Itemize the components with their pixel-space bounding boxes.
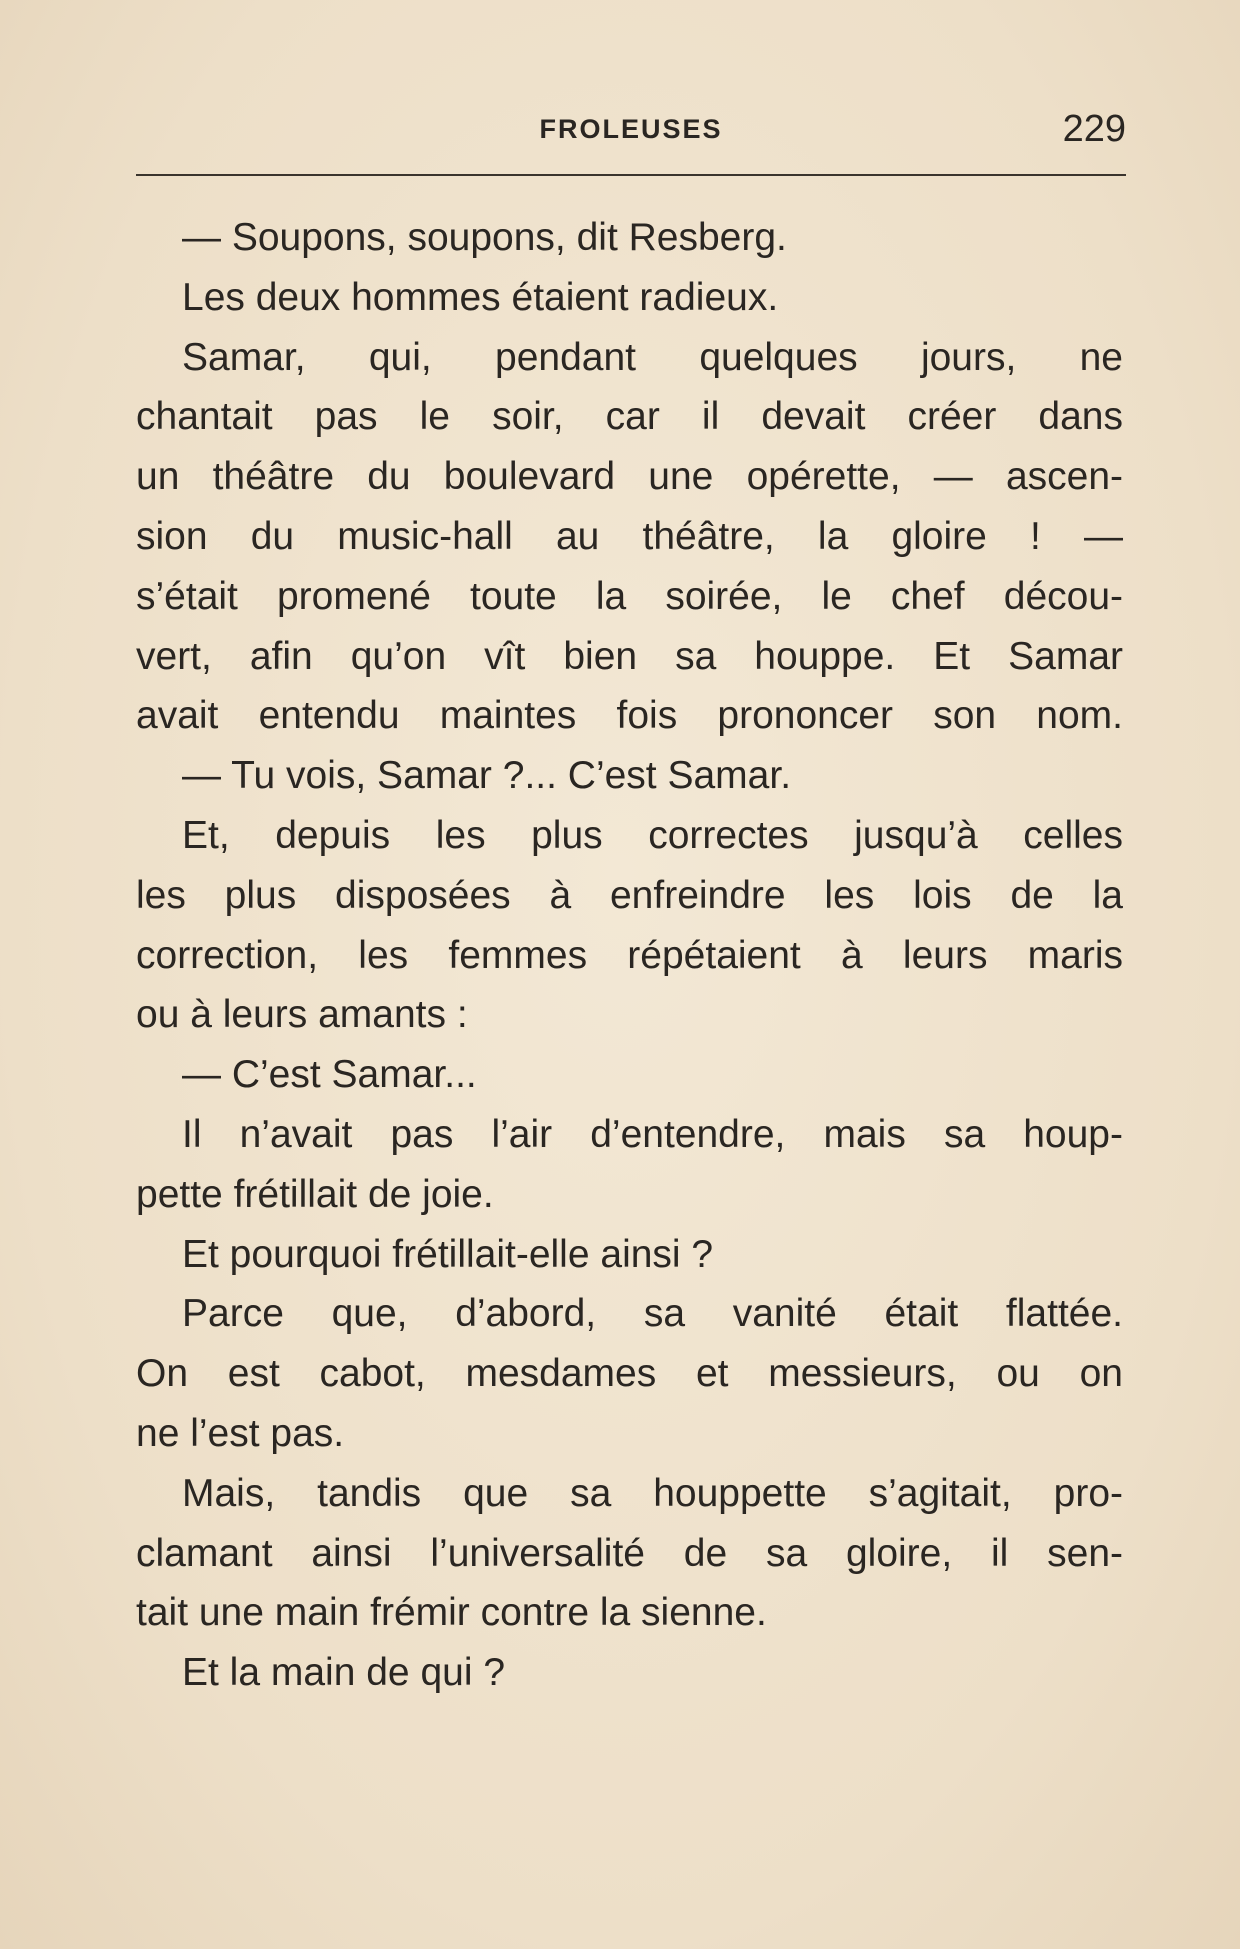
text-line: Il n’avait pas l’air d’entendre, mais sa houp- (182, 1112, 1123, 1156)
text-line: Et, depuis les plus correctes jusqu’à celles (182, 813, 1123, 857)
text-line: clamant ainsi l’universalité de sa gloire, il sen- (136, 1531, 1123, 1575)
text-line: pette frétillait de joie. (136, 1172, 494, 1216)
text-line: Et la main de qui ? (182, 1651, 506, 1695)
text-line: Les deux hommes étaient radieux. (182, 275, 779, 319)
running-head (136, 108, 1126, 158)
running-title: FROLEUSES (539, 114, 723, 144)
text-line: Samar, qui, pendant quelques jours, ne (182, 335, 1123, 379)
text-line: sion du music-hall au théâtre, la gloire ! — (136, 514, 1123, 558)
text-line: — Soupons, soupons, dit Resberg. (182, 216, 787, 259)
text-line: Mais, tandis que sa houppette s’agitait, pro- (182, 1471, 1123, 1515)
header-rule (136, 174, 1126, 176)
text-line: tait une main frémir contre la sienne. (136, 1591, 767, 1635)
text-line: les plus disposées à enfreindre les lois de la (136, 873, 1123, 917)
page-number: 229 (1062, 108, 1126, 150)
text-line: ne l’est pas. (136, 1411, 345, 1455)
text-line: correction, les femmes répétaient à leurs maris (136, 933, 1123, 977)
text-line: chantait pas le soir, car il devait créer dans (136, 395, 1123, 439)
text-line: — Tu vois, Samar ?... C’est Samar. (182, 754, 792, 798)
text-line: s’était promené toute la soirée, le chef décou- (136, 574, 1123, 618)
text-line: Parce que, d’abord, sa vanité était flattée. (182, 1292, 1123, 1336)
body-text (136, 208, 1123, 1703)
text-line: vert, afin qu’on vît bien sa houppe. Et Samar (136, 634, 1123, 678)
text-line: Et pourquoi frétillait-elle ainsi ? (182, 1232, 714, 1276)
text-line: — C’est Samar... (182, 1053, 477, 1097)
text-line: avait entendu maintes fois prononcer son nom. (136, 694, 1123, 738)
text-line: On est cabot, mesdames et messieurs, ou on (136, 1352, 1123, 1396)
text-line: un théâtre du boulevard une opérette, — ascen- (136, 455, 1123, 499)
text-line: ou à leurs amants : (136, 993, 468, 1037)
